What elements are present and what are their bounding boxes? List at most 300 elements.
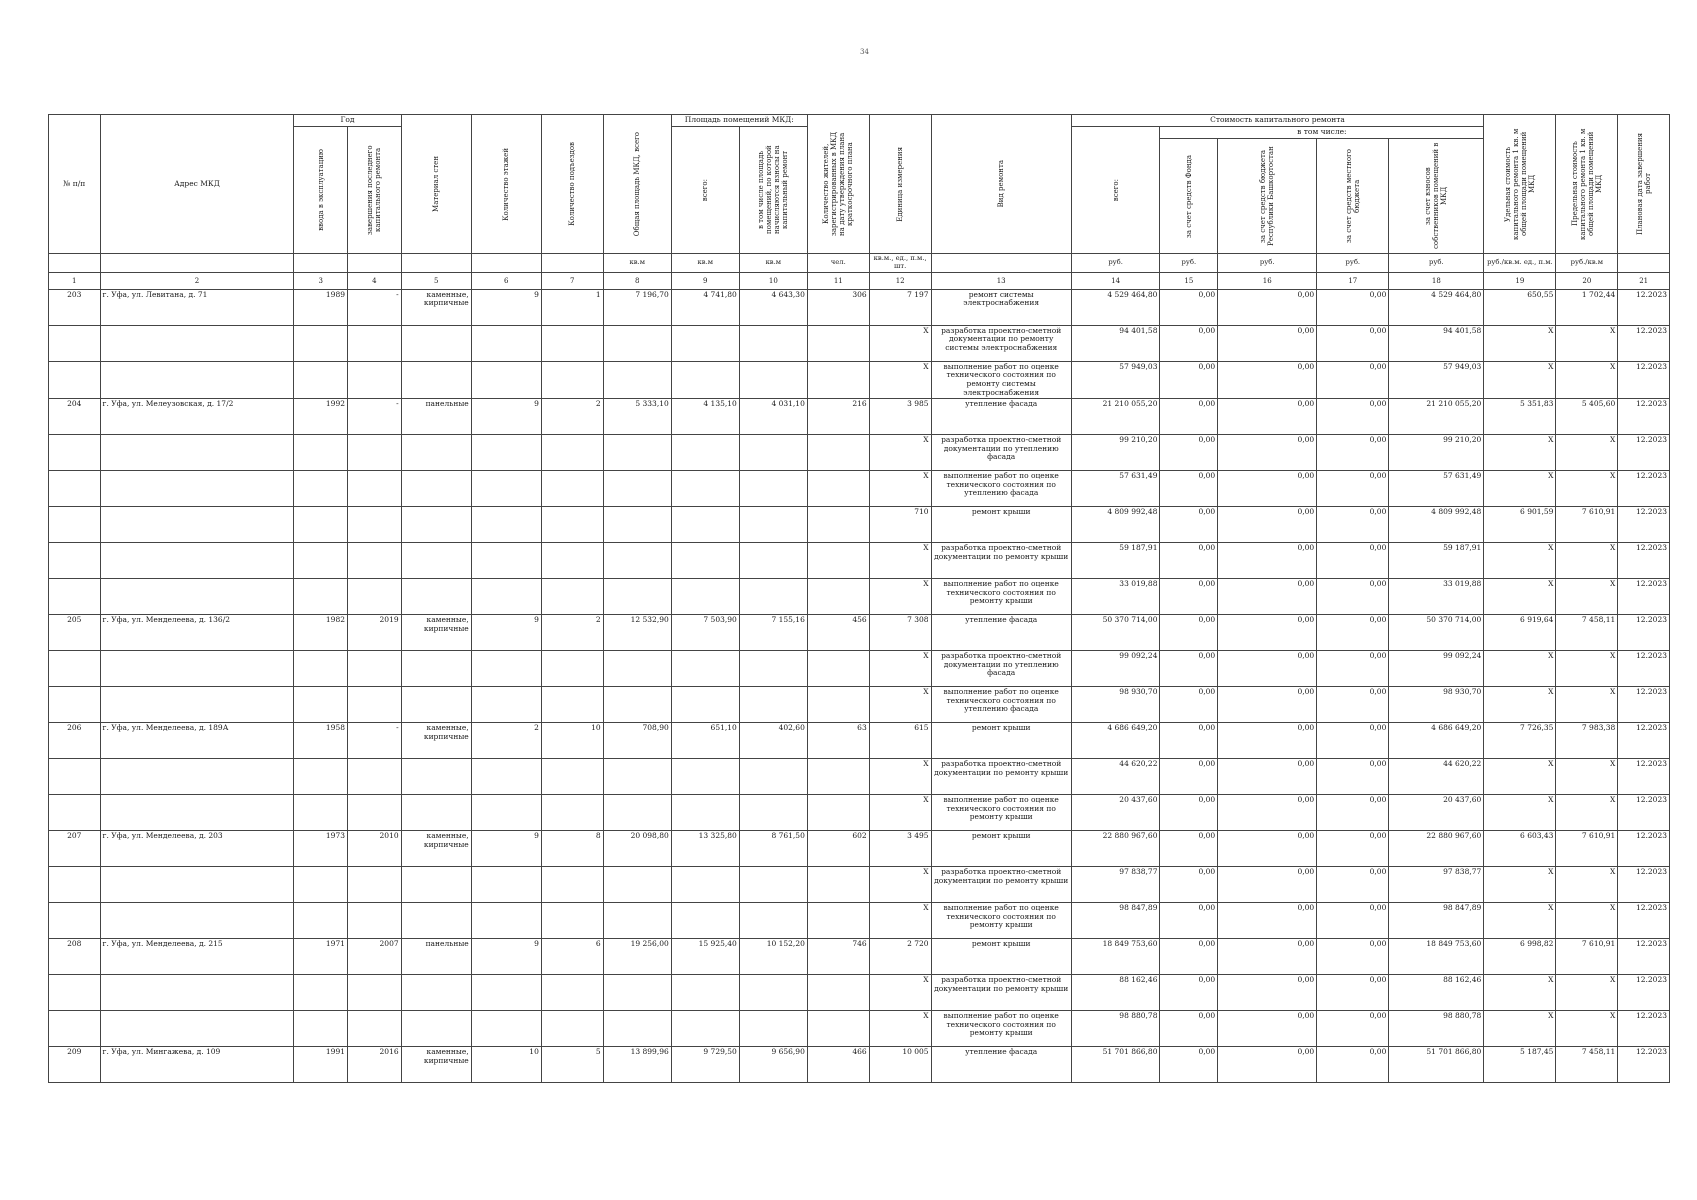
table-cell <box>603 361 671 399</box>
table-cell: X <box>869 867 931 903</box>
table-cell: 7 197 <box>869 289 931 325</box>
unit-cell: руб. <box>1317 254 1389 273</box>
col-cost-region-header: за счет средств бюджета Республики Башкортостан <box>1218 139 1317 254</box>
table-cell: разработка проектно-сметной документации по ремонту системы электроснабжения <box>931 325 1071 361</box>
table-cell: 204 <box>49 399 101 435</box>
col-address-header: Адрес МКД <box>100 115 294 254</box>
table-cell: 0,00 <box>1160 471 1218 507</box>
table-cell: 12.2023 <box>1618 687 1670 723</box>
table-cell: X <box>869 361 931 399</box>
unit-cell <box>541 254 603 273</box>
table-cell <box>807 507 869 543</box>
table-header <box>49 115 1670 290</box>
table-cell: 0,00 <box>1317 289 1389 325</box>
table-cell: выполнение работ по оценке технического состояния по ремонту крыши <box>931 1011 1071 1047</box>
table-cell <box>603 507 671 543</box>
col-work-type-header: Вид ремонта <box>931 115 1071 254</box>
table-cell: 99 210,20 <box>1389 435 1484 471</box>
table-cell <box>807 435 869 471</box>
table-cell: 5 351,83 <box>1484 399 1556 435</box>
table-cell: утепление фасада <box>931 399 1071 435</box>
table-cell <box>401 759 471 795</box>
table-cell <box>49 361 101 399</box>
table-cell: X <box>1484 325 1556 361</box>
table-cell <box>471 903 541 939</box>
table-cell: 50 370 714,00 <box>1071 615 1160 651</box>
column-number: 10 <box>739 272 807 289</box>
table-cell: каменные, кирпичные <box>401 1047 471 1083</box>
table-cell <box>541 325 603 361</box>
table-cell: 0,00 <box>1160 1047 1218 1083</box>
table-cell <box>739 975 807 1011</box>
column-number: 16 <box>1218 272 1317 289</box>
table-cell: каменные, кирпичные <box>401 723 471 759</box>
table-cell: 0,00 <box>1218 399 1317 435</box>
col-residents-header: Количество жителей, зарегистрированных в МКД на дату утверждения плана краткосрочного плана <box>807 115 869 254</box>
table-cell: 9 <box>471 939 541 975</box>
table-cell <box>807 543 869 579</box>
table-cell <box>541 975 603 1011</box>
table-cell: X <box>1556 795 1618 831</box>
table-cell <box>807 471 869 507</box>
table-cell: 33 019,88 <box>1071 579 1160 615</box>
column-number: 19 <box>1484 272 1556 289</box>
table-cell: 12.2023 <box>1618 723 1670 759</box>
table-cell: X <box>1484 651 1556 687</box>
table-cell <box>671 325 739 361</box>
table-cell <box>603 435 671 471</box>
table-cell <box>739 903 807 939</box>
table-cell: 1982 <box>294 615 348 651</box>
col-no-header: № п/п <box>49 115 101 254</box>
col-entrances-header: Количество подъездов <box>541 115 603 254</box>
table-row <box>49 361 1670 399</box>
table-body <box>49 289 1670 1083</box>
table-cell: утепление фасада <box>931 615 1071 651</box>
table-cell: 0,00 <box>1317 615 1389 651</box>
table-cell: 6 919,64 <box>1484 615 1556 651</box>
table-cell: 13 325,80 <box>671 831 739 867</box>
table-cell <box>807 867 869 903</box>
column-number: 6 <box>471 272 541 289</box>
table-cell: X <box>1556 903 1618 939</box>
table-cell <box>294 759 348 795</box>
table-cell: 0,00 <box>1160 867 1218 903</box>
table-cell: 51 701 866,80 <box>1071 1047 1160 1083</box>
table-row <box>49 831 1670 867</box>
col-unit-cost-header: Удельная стоимость капитального ремонта 1 кв. м общей площади помещений МКД <box>1484 115 1556 254</box>
table-cell: 0,00 <box>1218 723 1317 759</box>
table-cell <box>294 867 348 903</box>
table-cell: X <box>1556 651 1618 687</box>
table-cell: X <box>869 579 931 615</box>
table-cell <box>294 361 348 399</box>
table-cell: 650,55 <box>1484 289 1556 325</box>
col-year-commission-header: ввода в эксплуатацию <box>294 127 348 254</box>
table-row <box>49 615 1670 651</box>
table-cell: каменные, кирпичные <box>401 615 471 651</box>
table-cell <box>471 471 541 507</box>
table-cell: 0,00 <box>1317 325 1389 361</box>
table-cell: 0,00 <box>1218 361 1317 399</box>
table-cell: X <box>1556 471 1618 507</box>
col-year-last-repair-header: завершения последнего капитального ремонта <box>348 127 402 254</box>
column-number: 21 <box>1618 272 1670 289</box>
table-cell <box>348 579 402 615</box>
table-cell: 4 686 649,20 <box>1389 723 1484 759</box>
table-cell: 0,00 <box>1218 507 1317 543</box>
unit-cell <box>348 254 402 273</box>
table-cell: 0,00 <box>1160 435 1218 471</box>
table-cell: 0,00 <box>1317 651 1389 687</box>
table-cell: 0,00 <box>1317 903 1389 939</box>
table-cell: 0,00 <box>1218 939 1317 975</box>
table-row <box>49 939 1670 975</box>
table-cell <box>348 325 402 361</box>
table-cell: X <box>869 795 931 831</box>
table-cell <box>401 975 471 1011</box>
table-cell: г. Уфа, ул. Менделеева, д. 189А <box>100 723 294 759</box>
table-cell <box>739 651 807 687</box>
table-cell <box>671 507 739 543</box>
unit-cell <box>931 254 1071 273</box>
table-cell: 1 <box>541 289 603 325</box>
table-cell: 0,00 <box>1317 579 1389 615</box>
table-cell: 0,00 <box>1218 1047 1317 1083</box>
table-cell: 7 610,91 <box>1556 507 1618 543</box>
table-cell <box>401 651 471 687</box>
table-cell <box>100 507 294 543</box>
table-cell: 9 656,90 <box>739 1047 807 1083</box>
table-cell: г. Уфа, ул. Мингажева, д. 109 <box>100 1047 294 1083</box>
column-number: 18 <box>1389 272 1484 289</box>
table-cell <box>100 651 294 687</box>
table-cell <box>100 687 294 723</box>
table-cell: 7 196,70 <box>603 289 671 325</box>
table-cell: панельные <box>401 399 471 435</box>
table-cell: 12.2023 <box>1618 289 1670 325</box>
table-row <box>49 435 1670 471</box>
table-cell <box>739 579 807 615</box>
table-cell <box>401 435 471 471</box>
unit-cell: кв.м <box>603 254 671 273</box>
table-cell <box>401 507 471 543</box>
col-wall-material-header: Материал стен <box>401 115 471 254</box>
col-area-all-header: всего: <box>671 127 739 254</box>
table-cell <box>294 687 348 723</box>
table-cell: 7 610,91 <box>1556 831 1618 867</box>
table-cell: 9 <box>471 615 541 651</box>
column-number: 13 <box>931 272 1071 289</box>
table-cell: 33 019,88 <box>1389 579 1484 615</box>
column-number: 11 <box>807 272 869 289</box>
table-row <box>49 903 1670 939</box>
table-row <box>49 687 1670 723</box>
table-cell: 98 880,78 <box>1071 1011 1160 1047</box>
table-cell: 2007 <box>348 939 402 975</box>
unit-cell <box>294 254 348 273</box>
unit-cell: руб./кв.м. ед., п.м. <box>1484 254 1556 273</box>
table-cell: 0,00 <box>1160 651 1218 687</box>
table-cell <box>100 435 294 471</box>
unit-cell <box>49 254 101 273</box>
table-cell: 0,00 <box>1160 723 1218 759</box>
table-cell <box>541 435 603 471</box>
table-cell: 21 210 055,20 <box>1071 399 1160 435</box>
col-max-cost-header: Предельная стоимость капитального ремонта 1 кв. м общей площади помещений МКД <box>1556 115 1618 254</box>
table-cell: 8 <box>541 831 603 867</box>
table-cell <box>49 435 101 471</box>
table-cell <box>739 687 807 723</box>
table-cell: утепление фасада <box>931 1047 1071 1083</box>
table-cell: X <box>1484 975 1556 1011</box>
table-cell <box>471 651 541 687</box>
table-cell: 20 437,60 <box>1389 795 1484 831</box>
table-row <box>49 723 1670 759</box>
table-cell: 2016 <box>348 1047 402 1083</box>
table-cell: X <box>1556 975 1618 1011</box>
table-cell: 98 880,78 <box>1389 1011 1484 1047</box>
table-cell: 0,00 <box>1160 831 1218 867</box>
table-cell: 0,00 <box>1218 651 1317 687</box>
table-cell: X <box>869 1011 931 1047</box>
table-cell <box>49 759 101 795</box>
table-cell: X <box>1484 795 1556 831</box>
table-cell: 0,00 <box>1317 975 1389 1011</box>
table-cell: 8 761,50 <box>739 831 807 867</box>
table-cell: 10 <box>541 723 603 759</box>
table-cell <box>541 687 603 723</box>
table-cell <box>100 903 294 939</box>
table-cell: разработка проектно-сметной документации по ремонту крыши <box>931 759 1071 795</box>
table-cell: 0,00 <box>1160 795 1218 831</box>
table-cell <box>100 471 294 507</box>
table-cell <box>100 1011 294 1047</box>
table-cell <box>671 867 739 903</box>
table-cell: 1991 <box>294 1047 348 1083</box>
col-cost-fund-header: за счет средств Фонда <box>1160 139 1218 254</box>
table-cell <box>471 759 541 795</box>
unit-cell: чел. <box>807 254 869 273</box>
table-cell: 0,00 <box>1160 1011 1218 1047</box>
table-cell: 466 <box>807 1047 869 1083</box>
table-cell: 209 <box>49 1047 101 1083</box>
table-cell: 0,00 <box>1218 831 1317 867</box>
table-cell: 5 <box>541 1047 603 1083</box>
table-cell: 59 187,91 <box>1389 543 1484 579</box>
unit-cell: руб. <box>1389 254 1484 273</box>
table-cell: 9 <box>471 399 541 435</box>
table-cell: 1958 <box>294 723 348 759</box>
table-cell: 12 532,90 <box>603 615 671 651</box>
table-cell <box>541 1011 603 1047</box>
table-cell: 12.2023 <box>1618 361 1670 399</box>
table-cell: разработка проектно-сметной документации по утеплению фасада <box>931 435 1071 471</box>
col-cost-owners-header: за счет взносов собственников помещений в МКД <box>1389 139 1484 254</box>
table-cell: выполнение работ по оценке технического состояния по ремонту крыши <box>931 903 1071 939</box>
table-cell: 0,00 <box>1218 687 1317 723</box>
table-cell: разработка проектно-сметной документации по ремонту крыши <box>931 867 1071 903</box>
table-cell <box>739 471 807 507</box>
table-cell: 12.2023 <box>1618 939 1670 975</box>
table-row <box>49 579 1670 615</box>
column-number: 4 <box>348 272 402 289</box>
table-cell <box>294 579 348 615</box>
table-cell: г. Уфа, ул. Менделеева, д. 215 <box>100 939 294 975</box>
table-cell: 708,90 <box>603 723 671 759</box>
table-cell: 0,00 <box>1317 543 1389 579</box>
table-cell: 5 405,60 <box>1556 399 1618 435</box>
table-cell: выполнение работ по оценке технического состояния по утеплению фасада <box>931 687 1071 723</box>
table-cell <box>603 903 671 939</box>
table-cell: X <box>1484 579 1556 615</box>
table-cell: 651,10 <box>671 723 739 759</box>
table-cell: 0,00 <box>1218 579 1317 615</box>
table-cell: 205 <box>49 615 101 651</box>
table-cell <box>541 543 603 579</box>
table-cell <box>294 1011 348 1047</box>
table-cell: 19 256,00 <box>603 939 671 975</box>
table-cell <box>541 795 603 831</box>
table-cell <box>49 325 101 361</box>
column-number: 1 <box>49 272 101 289</box>
column-number: 3 <box>294 272 348 289</box>
table-cell <box>807 975 869 1011</box>
table-cell: 7 458,11 <box>1556 1047 1618 1083</box>
group-year-header: Год <box>294 115 401 127</box>
table-cell: 0,00 <box>1218 543 1317 579</box>
table-cell: X <box>1484 867 1556 903</box>
table-cell: X <box>869 543 931 579</box>
table-cell <box>49 903 101 939</box>
unit-cell: руб. <box>1218 254 1317 273</box>
table-cell: 0,00 <box>1317 795 1389 831</box>
table-cell: 57 631,49 <box>1071 471 1160 507</box>
table-row <box>49 471 1670 507</box>
table-cell: 3 495 <box>869 831 931 867</box>
table-cell <box>471 975 541 1011</box>
table-cell: 4 529 464,80 <box>1071 289 1160 325</box>
table-cell: 12.2023 <box>1618 867 1670 903</box>
table-cell: 0,00 <box>1317 1047 1389 1083</box>
table-cell: каменные, кирпичные <box>401 289 471 325</box>
table-cell: X <box>1556 759 1618 795</box>
table-cell: 0,00 <box>1218 325 1317 361</box>
table-cell: 12.2023 <box>1618 435 1670 471</box>
table-cell <box>807 759 869 795</box>
table-cell <box>603 687 671 723</box>
table-cell <box>100 759 294 795</box>
table-cell: X <box>1484 903 1556 939</box>
table-cell <box>348 471 402 507</box>
table-cell: X <box>869 435 931 471</box>
table-cell <box>49 471 101 507</box>
table-cell: выполнение работ по оценке технического состояния по ремонту системы электроснабжения <box>931 361 1071 399</box>
table-cell: 98 930,70 <box>1389 687 1484 723</box>
table-cell: 0,00 <box>1317 939 1389 975</box>
table-cell <box>671 435 739 471</box>
table-cell: 12.2023 <box>1618 1047 1670 1083</box>
table-cell <box>603 867 671 903</box>
table-cell: 0,00 <box>1160 687 1218 723</box>
table-cell: X <box>1556 435 1618 471</box>
table-cell: 4 031,10 <box>739 399 807 435</box>
table-cell: 207 <box>49 831 101 867</box>
unit-cell <box>100 254 294 273</box>
table-cell <box>807 903 869 939</box>
table-cell: 0,00 <box>1160 579 1218 615</box>
table-cell <box>401 471 471 507</box>
table-cell: разработка проектно-сметной документации по утеплению фасада <box>931 651 1071 687</box>
table-cell <box>401 687 471 723</box>
table-cell: 2 720 <box>869 939 931 975</box>
table-cell <box>294 435 348 471</box>
col-measure-unit-header: Единица измерения <box>869 115 931 254</box>
table-cell: X <box>869 471 931 507</box>
table-cell: 88 162,46 <box>1071 975 1160 1011</box>
table-cell: 98 930,70 <box>1071 687 1160 723</box>
table-cell: 94 401,58 <box>1071 325 1160 361</box>
table-cell <box>401 795 471 831</box>
table-cell: 746 <box>807 939 869 975</box>
table-cell: X <box>869 687 931 723</box>
table-cell <box>807 325 869 361</box>
table-cell: X <box>869 975 931 1011</box>
table-cell: 0,00 <box>1218 795 1317 831</box>
table-cell <box>739 325 807 361</box>
table-cell: 12.2023 <box>1618 471 1670 507</box>
column-number: 12 <box>869 272 931 289</box>
unit-cell <box>1618 254 1670 273</box>
column-number: 20 <box>1556 272 1618 289</box>
table-cell: 1971 <box>294 939 348 975</box>
table-cell: 12.2023 <box>1618 507 1670 543</box>
table-cell <box>739 867 807 903</box>
table-cell: X <box>1484 759 1556 795</box>
table-cell: 4 529 464,80 <box>1389 289 1484 325</box>
table-cell <box>671 579 739 615</box>
table-cell <box>348 759 402 795</box>
table-row <box>49 325 1670 361</box>
table-cell: 0,00 <box>1160 615 1218 651</box>
table-cell: 0,00 <box>1160 975 1218 1011</box>
table-cell: 10 <box>471 1047 541 1083</box>
table-cell: 7 503,90 <box>671 615 739 651</box>
table-cell <box>401 579 471 615</box>
table-cell: панельные <box>401 939 471 975</box>
table-cell <box>348 361 402 399</box>
table-cell: 12.2023 <box>1618 831 1670 867</box>
table-cell <box>348 507 402 543</box>
table-cell <box>603 325 671 361</box>
table-cell <box>807 361 869 399</box>
table-row <box>49 867 1670 903</box>
table-cell <box>471 507 541 543</box>
table-cell <box>49 543 101 579</box>
table-cell: ремонт системы электроснабжения <box>931 289 1071 325</box>
table-cell: 63 <box>807 723 869 759</box>
table-cell: 59 187,91 <box>1071 543 1160 579</box>
table-row <box>49 975 1670 1011</box>
table-cell: 7 155,16 <box>739 615 807 651</box>
table-cell <box>294 325 348 361</box>
col-area-charged-header: в том числе площадь помещений, по которой начисляются взносы на капитальный ремонт <box>739 127 807 254</box>
table-row <box>49 289 1670 325</box>
table-cell: 2 <box>541 615 603 651</box>
column-number: 14 <box>1071 272 1160 289</box>
table-cell <box>671 471 739 507</box>
table-cell: г. Уфа, ул. Менделеева, д. 203 <box>100 831 294 867</box>
